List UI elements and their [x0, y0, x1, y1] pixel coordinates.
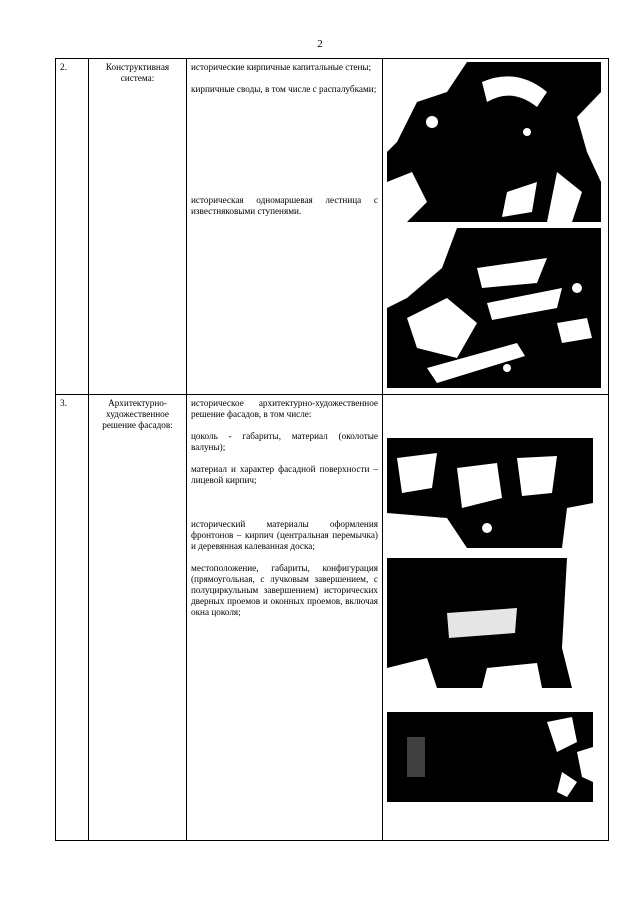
photo-pediment-window: [387, 558, 593, 688]
photo-basement-windows: [387, 712, 593, 802]
description-item: материал и характер фасадной поверхности – лицевой кирпич;: [191, 464, 378, 485]
monument-features-table: [55, 58, 609, 841]
description-item: исторические кирпичные капитальные стены;: [191, 62, 372, 72]
description-item: историческое архитектурно-художественное решение фасадов, в том числе:: [191, 398, 378, 419]
photo-brick-facade: [387, 398, 593, 548]
row-title: Конструктивная система:: [89, 59, 187, 395]
description-item: исторический материалы оформления фронтонов – кирпич (центральная перемычка) и деревянная калеванная доска;: [191, 519, 378, 551]
row-photos: [383, 59, 609, 395]
row-description: [187, 395, 383, 841]
description-item: историческая одномаршевая лестница с известняковыми ступенями.: [191, 195, 378, 216]
photo-brick-vault: [387, 62, 601, 222]
row-photos: [383, 395, 609, 841]
description-item: цоколь - габариты, материал (околотые валуны);: [191, 431, 378, 452]
row-number: 2.: [56, 59, 89, 395]
description-item: кирпичные своды, в том числе с распалубками;: [191, 84, 377, 94]
table-row: [56, 59, 609, 395]
row-title: Архитектурно-художественное решение фасадов:: [89, 395, 187, 841]
row-description: [187, 59, 383, 395]
row-number: 3.: [56, 395, 89, 841]
description-item: местоположение, габариты, конфигурация (прямоугольная, с лучковым завершением, с полуциркульным завершением) исторических дверных проемов и оконных проемов, включая окна цоколя;: [191, 563, 378, 617]
page-number: 2: [317, 38, 323, 50]
photo-stone-staircase: [387, 228, 601, 388]
table-row: [56, 395, 609, 841]
